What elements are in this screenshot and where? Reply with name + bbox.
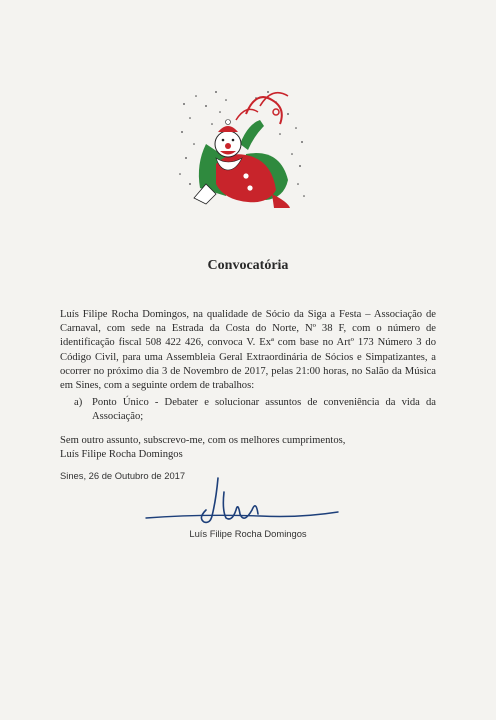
handwritten-signature-icon xyxy=(140,470,340,534)
list-item-text: Ponto Único - Debater e solucionar assuntos de conveniência da vida da Associação; xyxy=(92,397,436,423)
agenda-list xyxy=(74,396,436,424)
body-paragraph: Luís Filipe Rocha Domingos, na qualidade de Sócio da Siga a Festa – Associação de Carnaval, com sede na Estrada da Costa do Norte, Nº 38 F, com o número de identificação fiscal 508 422 426, convoca V. Exª com base no Artº 173 Número 3 do Código Civil, para uma Assembleia Geral Extraordinária de Sócios e Simpatizantes, a ocorrer no próximo dia 3 de Novembro de 2017, pelas 21:00 horas, no Salão da Música em Sines, com a seguinte ordem de trabalhos: xyxy=(60,309,436,392)
clown-logo-icon xyxy=(176,84,308,216)
list-item xyxy=(74,396,436,424)
signature-name: Luís Filipe Rocha Domingos xyxy=(189,528,307,539)
document-title: Convocatória xyxy=(207,258,289,273)
closing-name: Luís Filipe Rocha Domingos xyxy=(60,449,183,461)
closing-block xyxy=(60,434,345,462)
list-marker: a) xyxy=(74,397,83,408)
closing-line: Sem outro assunto, subscrevo-me, com os melhores cumprimentos, xyxy=(60,435,346,446)
date-line: Sines, 26 de Outubro de 2017 xyxy=(60,470,186,481)
